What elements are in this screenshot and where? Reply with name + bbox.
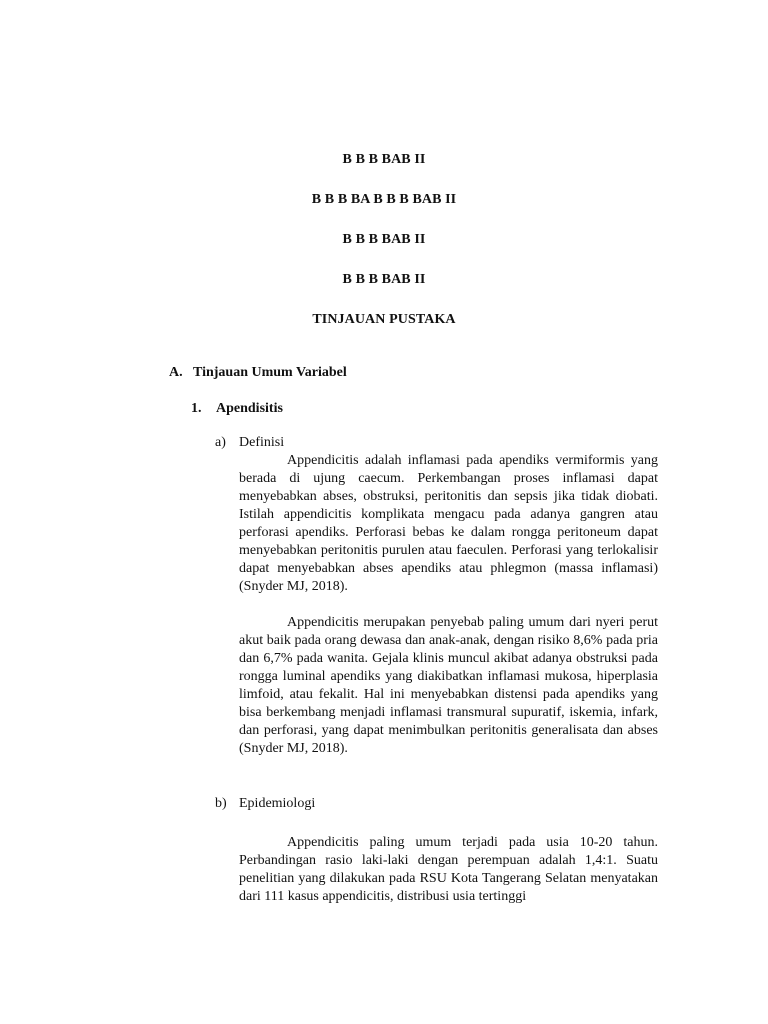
- chapter-title-line: B B B BAB II: [342, 152, 426, 167]
- section-heading-a: [169, 364, 347, 382]
- section-number: A.: [169, 365, 183, 380]
- section-heading-1: [191, 400, 283, 418]
- section-title: Tinjauan Umum Variabel: [193, 365, 347, 380]
- subsection-number: a): [215, 435, 226, 450]
- subsection-title: Epidemiologi: [239, 796, 316, 811]
- subsection-heading-definisi: [215, 434, 284, 452]
- body-paragraph: Appendicitis paling umum terjadi pada usia 10-20 tahun. Perbandingan rasio laki-laki dengan perempuan adalah 1,4:1. Suatu penelitian yang dilakukan pada RSU Kota Tangerang Selatan menyatakan dari 111 kasus appendicitis, distribusi usia tertinggi: [239, 835, 658, 904]
- section-number: 1.: [191, 401, 202, 416]
- chapter-title-line: B B B BAB II: [342, 272, 426, 287]
- chapter-title-line: B B B BA B B B BAB II: [311, 192, 457, 207]
- body-paragraph: Appendicitis adalah inflamasi pada apendiks vermiformis yang berada di ujung caecum. Perkembangan proses inflamasi dapat menyebabkan abses, obstruksi, peritonitis dan sepsis jika tidak diobati. Istilah appendicitis komplikata mengacu pada adanya gangren atau perforasi apendiks. Perforasi bebas ke dalam rongga peritoneum dapat menyebabkan peritonitis purulen atau faeculen. Perforasi yang terlokalisir dapat menyebabkan abses apendiks atau phlegmon (massa inflamasi) (Snyder MJ, 2018).: [239, 453, 658, 594]
- chapter-subtitle: TINJAUAN PUSTAKA: [312, 312, 456, 327]
- section-title: Apendisitis: [216, 401, 283, 416]
- subsection-title: Definisi: [239, 435, 285, 450]
- subsection-heading-epidemiologi: [215, 795, 315, 813]
- subsection-number: b): [215, 796, 227, 811]
- body-paragraph: Appendicitis merupakan penyebab paling umum dari nyeri perut akut baik pada orang dewasa dan anak-anak, dengan risiko 8,6% pada pria dan 6,7% pada wanita. Gejala klinis muncul akibat adanya obstruksi pada rongga luminal apendiks yang diakibatkan inflamasi mukosa, hiperplasia limfoid, atau fekalit. Hal ini menyebabkan distensi pada apendiks yang bisa berkembang menjadi inflamasi transmural supuratif, iskemia, infark, dan perforasi, yang dapat menimbulkan peritonitis generalisata dan abses (Snyder MJ, 2018).: [239, 615, 658, 756]
- chapter-title-line: B B B BAB II: [342, 232, 426, 247]
